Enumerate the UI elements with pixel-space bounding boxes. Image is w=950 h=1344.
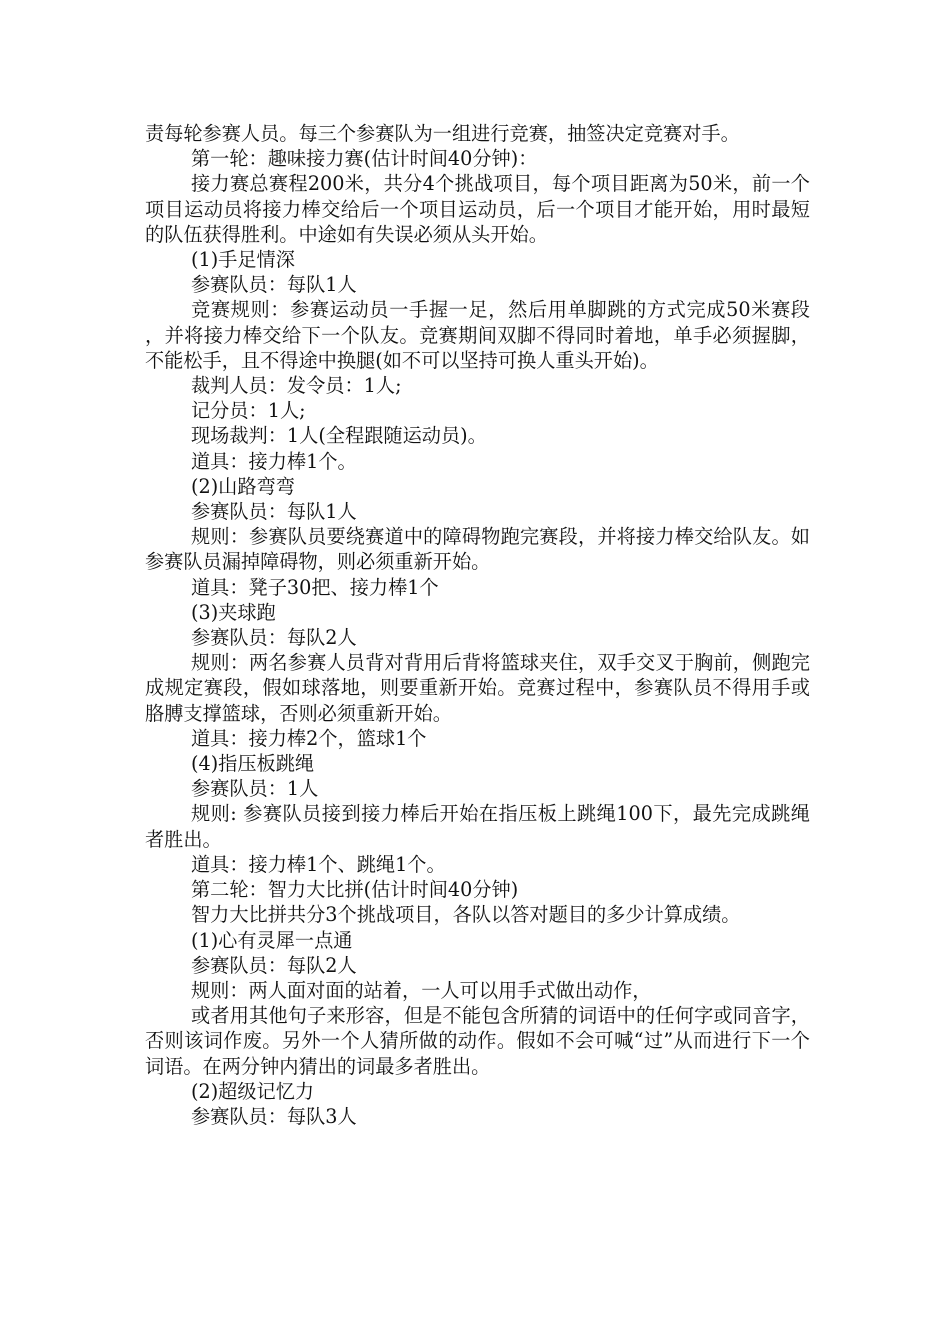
paragraph: 道具：凳子30把、接力棒1个 (191, 575, 439, 599)
paragraph: (1)心有灵犀一点通 (191, 928, 353, 952)
paragraph: 规则：两名参赛人员背对背用后背将篮球夹住，双手交叉于胸前，侧跑完成规定赛段，假如球落地，则要重新开始。竞赛过程中，参赛队员不得用手或胳膊支撑篮球，否则必须重新开始。 (145, 651, 810, 725)
paragraph: 参赛队员：每队3人 (191, 1104, 357, 1128)
paragraph: (1)手足情深 (191, 248, 295, 272)
paragraph: 道具：接力棒1个。 (191, 449, 357, 473)
paragraph: 或者用其他句子来形容，但是不能包含所猜的词语中的任何字或同音字，否则该词作废。另外一个人猜所做的动作。假如不会可喊“过”从而进行下一个词语。在两分钟内猜出的词最多者胜出。 (145, 1004, 810, 1078)
paragraph: 参赛队员：每队2人 (191, 626, 357, 650)
paragraph: (2)山路弯弯 (191, 474, 295, 498)
paragraph: 道具：接力棒2个，篮球1个 (191, 726, 427, 750)
paragraph: 接力赛总赛程200米，共分4个挑战项目，每个项目距离为50米，前一个项目运动员将接力棒交给后一个项目运动员，后一个项目才能开始，用时最短的队伍获得胜利。中途如有失误必须从头开始。 (145, 172, 810, 246)
paragraph: 道具：接力棒1个、跳绳1个。 (191, 852, 446, 876)
paragraph: 规则：两人面对面的站着，一人可以用手式做出动作， (191, 978, 652, 1002)
paragraph: 第一轮：趣味接力赛(估计时间40分钟)： (191, 147, 538, 171)
paragraph: (4)指压板跳绳 (191, 752, 315, 776)
paragraph: 裁判人员：发令员：1人; (191, 374, 402, 398)
paragraph: 责每轮参赛人员。每三个参赛队为一组进行竞赛，抽签决定竞赛对手。 (145, 122, 740, 145)
paragraph: 参赛队员：1人 (191, 777, 319, 801)
paragraph: 第二轮：智力大比拼(估计时间40分钟) (191, 878, 519, 902)
paragraph: 规则：参赛队员要绕赛道中的障碍物跑完赛段，并将接力棒交给队友。如参赛队员漏掉障碍物，则必须重新开始。 (145, 525, 810, 574)
paragraph: 智力大比拼共分3个挑战项目，各队以答对题目的多少计算成绩。 (191, 903, 741, 927)
paragraph: 现场裁判：1人(全程跟随运动员)。 (191, 424, 487, 448)
paragraph: 规则: 参赛队员接到接力棒后开始在指压板上跳绳100下，最先完成跳绳者胜出。 (145, 802, 810, 851)
paragraph: 参赛队员：每队1人 (191, 273, 357, 297)
paragraph: 参赛队员：每队2人 (191, 953, 357, 977)
paragraph: 参赛队员：每队1人 (191, 500, 357, 524)
document-body (145, 121, 810, 1129)
paragraph: 竞赛规则：参赛运动员一手握一足，然后用单脚跳的方式完成50米赛段，并将接力棒交给下一个队友。竞赛期间双脚不得同时着地，单手必须握脚，不能松手，且不得途中换腿(如不可以坚持可换人重头开始)。 (145, 298, 810, 372)
paragraph: (2)超级记忆力 (191, 1079, 315, 1103)
paragraph: 记分员：1人; (191, 399, 306, 423)
paragraph: (3)夹球跑 (191, 600, 276, 624)
